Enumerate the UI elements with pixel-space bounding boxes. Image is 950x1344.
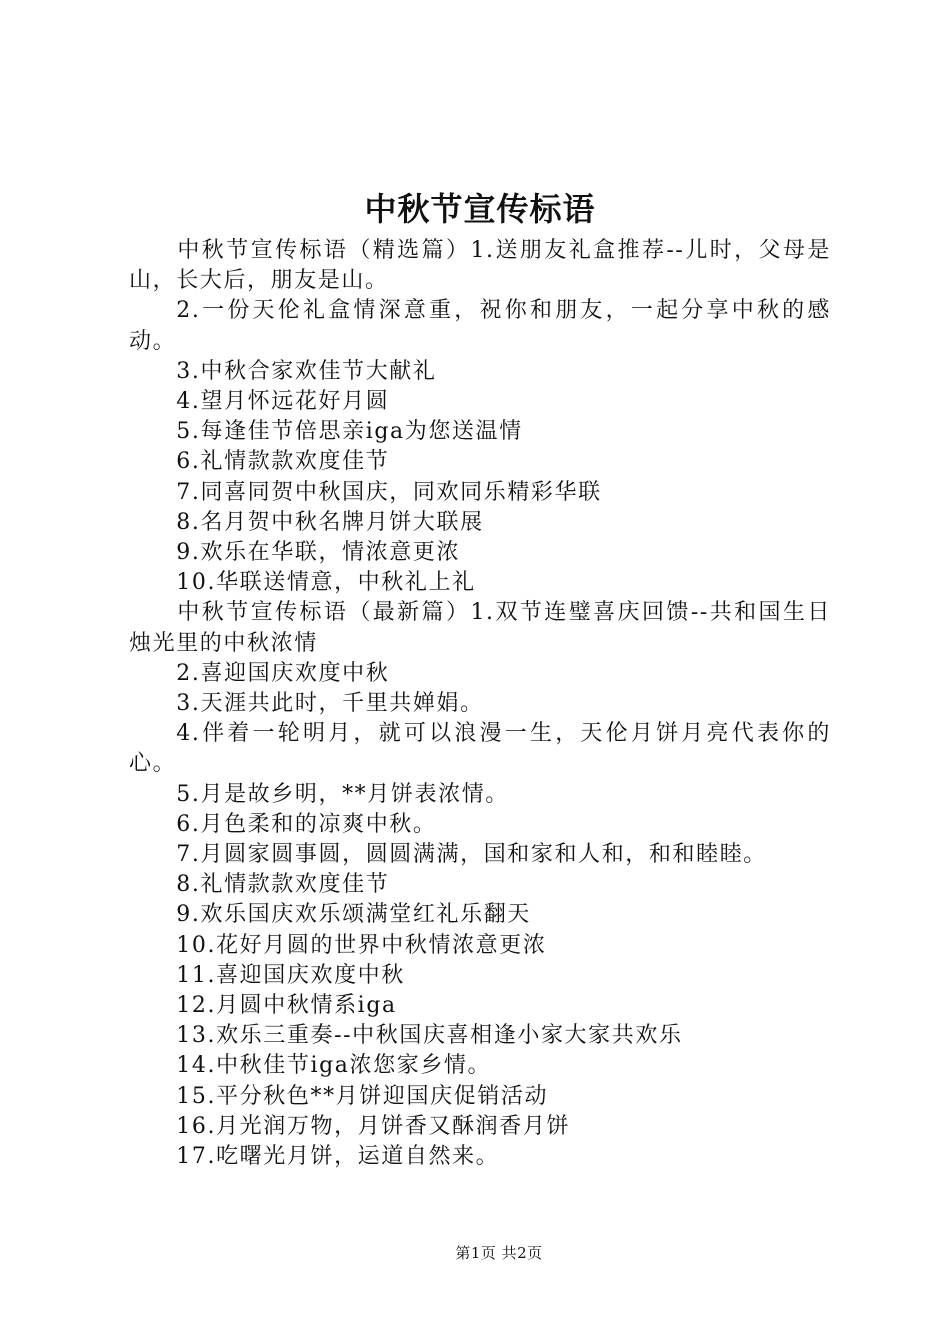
document-body [129,236,831,1172]
page-footer: 第1页 共2页 [455,1244,543,1262]
paragraph: 4.伴着一轮明月，就可以浪漫一生，天伦月饼月亮代表你的心。 [129,721,831,777]
paragraph: 6.礼情款款欢度佳节 [176,449,390,475]
paragraph: 12.月圆中秋情系iga [176,993,397,1019]
paragraph: 7.同喜同贺中秋国庆，同欢同乐精彩华联 [176,479,602,505]
paragraph: 10.花好月圆的世界中秋情浓意更浓 [176,932,547,958]
paragraph: 3.天涯共此时，千里共婵娟。 [176,691,484,717]
paragraph: 17.吃曙光月饼，运道自然来。 [176,1144,500,1170]
paragraph: 9.欢乐在华联，情浓意更浓 [176,540,461,566]
paragraph: 中秋节宣传标语（最新篇）1.双节连璧喜庆回馈--共和国生日烛光里的中秋浓情 [129,600,831,656]
paragraph: 16.月光润万物，月饼香又酥润香月饼 [176,1113,571,1139]
paragraph: 8.礼情款款欢度佳节 [176,872,390,898]
paragraph: 9.欢乐国庆欢乐颂满堂红礼乐翻天 [176,902,531,928]
paragraph: 13.欢乐三重奏--中秋国庆喜相逢小家大家共欢乐 [176,1023,683,1049]
paragraph: 15.平分秋色**月饼迎国庆促销活动 [176,1083,549,1109]
paragraph: 2.喜迎国庆欢度中秋 [176,660,390,686]
paragraph: 10.华联送情意，中秋礼上礼 [176,570,476,596]
paragraph: 6.月色柔和的凉爽中秋。 [176,811,437,837]
paragraph: 5.每逢佳节倍思亲iga为您送温情 [176,419,523,445]
document-title: 中秋节宣传标语 [364,190,596,228]
paragraph: 2.一份天伦礼盒情深意重，祝你和朋友，一起分享中秋的感动。 [129,298,831,354]
paragraph: 4.望月怀远花好月圆 [176,389,390,415]
paragraph: 3.中秋合家欢佳节大献礼 [176,358,437,384]
paragraph: 14.中秋佳节iga浓您家乡情。 [176,1053,492,1079]
paragraph: 11.喜迎国庆欢度中秋 [176,962,405,988]
paragraph: 中秋节宣传标语（精选篇）1.送朋友礼盒推荐--儿时，父母是山，长大后，朋友是山。 [129,238,831,294]
paragraph: 8.名月贺中秋名牌月饼大联展 [176,509,484,535]
paragraph: 7.月圆家圆事圆，圆圆满满，国和家和人和，和和睦睦。 [176,842,767,868]
paragraph: 5.月是故乡明，**月饼表浓情。 [176,781,509,807]
